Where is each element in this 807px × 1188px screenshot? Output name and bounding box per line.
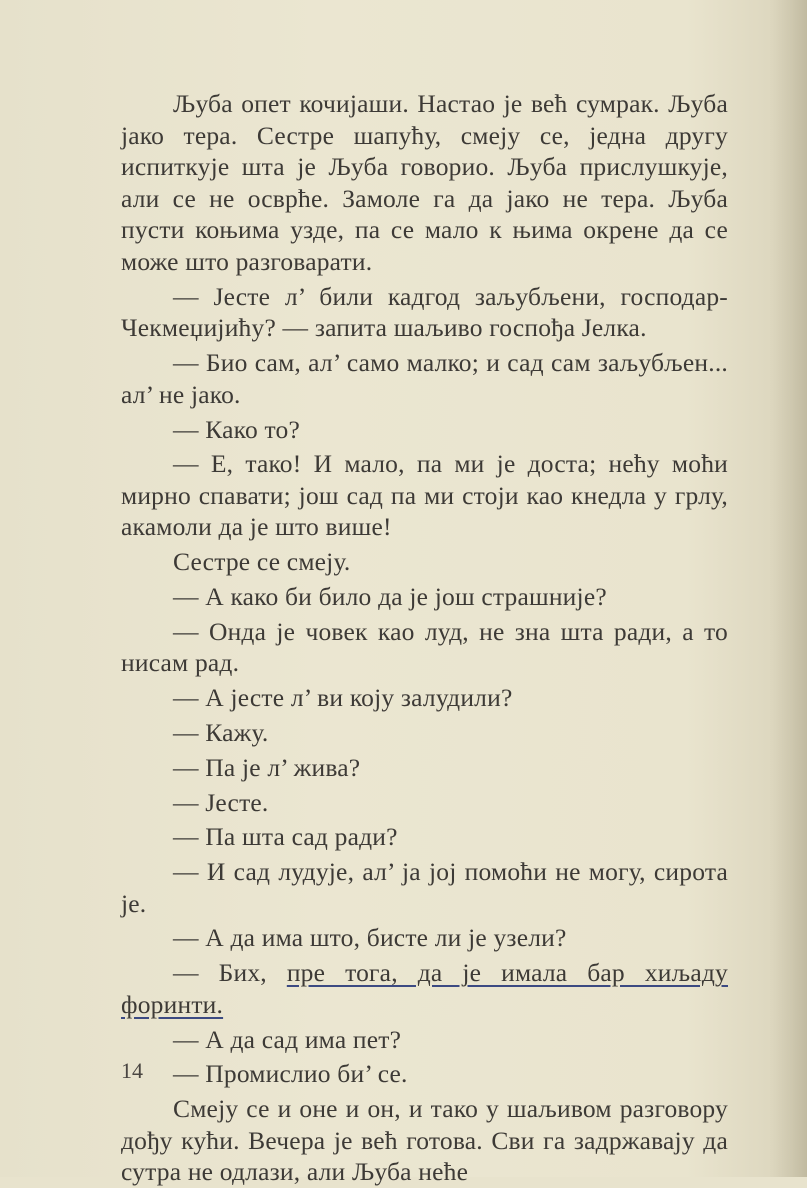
dialogue-line: — А како би било да је још страшније? [173,582,607,612]
paragraph-last: Смеју се и оне и он, и тако у шаљивом разговору дођу кући. Вечера је већ готова. Сви га задржавају да сутра не одлази, али Љуба неће [121,1094,728,1187]
dialogue-line: — Па шта сад ради? [173,822,398,852]
dialogue-line: — Јесте л’ били кадгод заљубљени, господар-Чекмеџијићу? — запита шаљиво госпођа Јелка. [121,281,728,343]
underlined-dialogue-line [121,957,728,1020]
page-edge-shadow [769,0,807,1177]
pen-underlined-text: пре тога, да је имала бар хиљаду форинти. [121,958,728,1019]
dialogue-line: — Како то? [173,414,300,444]
page-text [121,88,728,1188]
dialogue-line: — А да сад има пет? [173,1024,402,1054]
dialogue-line: — Био сам, ал’ само малко; и сад сам заљубљен... ал’ не јако. [121,348,728,409]
narration-line: Сестре се смеју. [173,547,351,577]
dialogue-line: — Кажу. [173,717,269,747]
line-start: — Бих, [173,958,287,988]
dialogue-line: — И сад лудује, ал’ ја јој помоћи не могу, сирота је. [121,857,728,918]
dialogue-line: — Па је л’ жива? [173,752,361,782]
dialogue-line: — А да има што, бисте ли је узели? [173,923,567,953]
dialogue-line: — Промислио би’ се. [173,1059,408,1089]
paragraph-1: Љуба опет кочијаши. Настао је већ сумрак. Љуба јако тера. Сестре шапућу, смеју се, једна другу испиткује шта је Љуба говорио. Љуба прислушкује, али се не осврће. Замоле га да јако не тера. Љуба пусти коњима узде, па се мало к њима окрене да се може што разговарати. [121,89,728,276]
page-number: 14 [121,1058,143,1083]
dialogue-line: — Е, тако! И мало, па ми је доста; нећу моћи мирно спавати; још сад па ми стоји као кнедла у грлу, акамоли да је што више! [121,449,728,542]
dialogue-line: — Јесте. [173,787,269,817]
dialogue-line: — Онда је човек као луд, не зна шта ради, а то нисам рад. [121,616,728,678]
dialogue-line: — А јесте л’ ви коју залудили? [173,683,513,713]
